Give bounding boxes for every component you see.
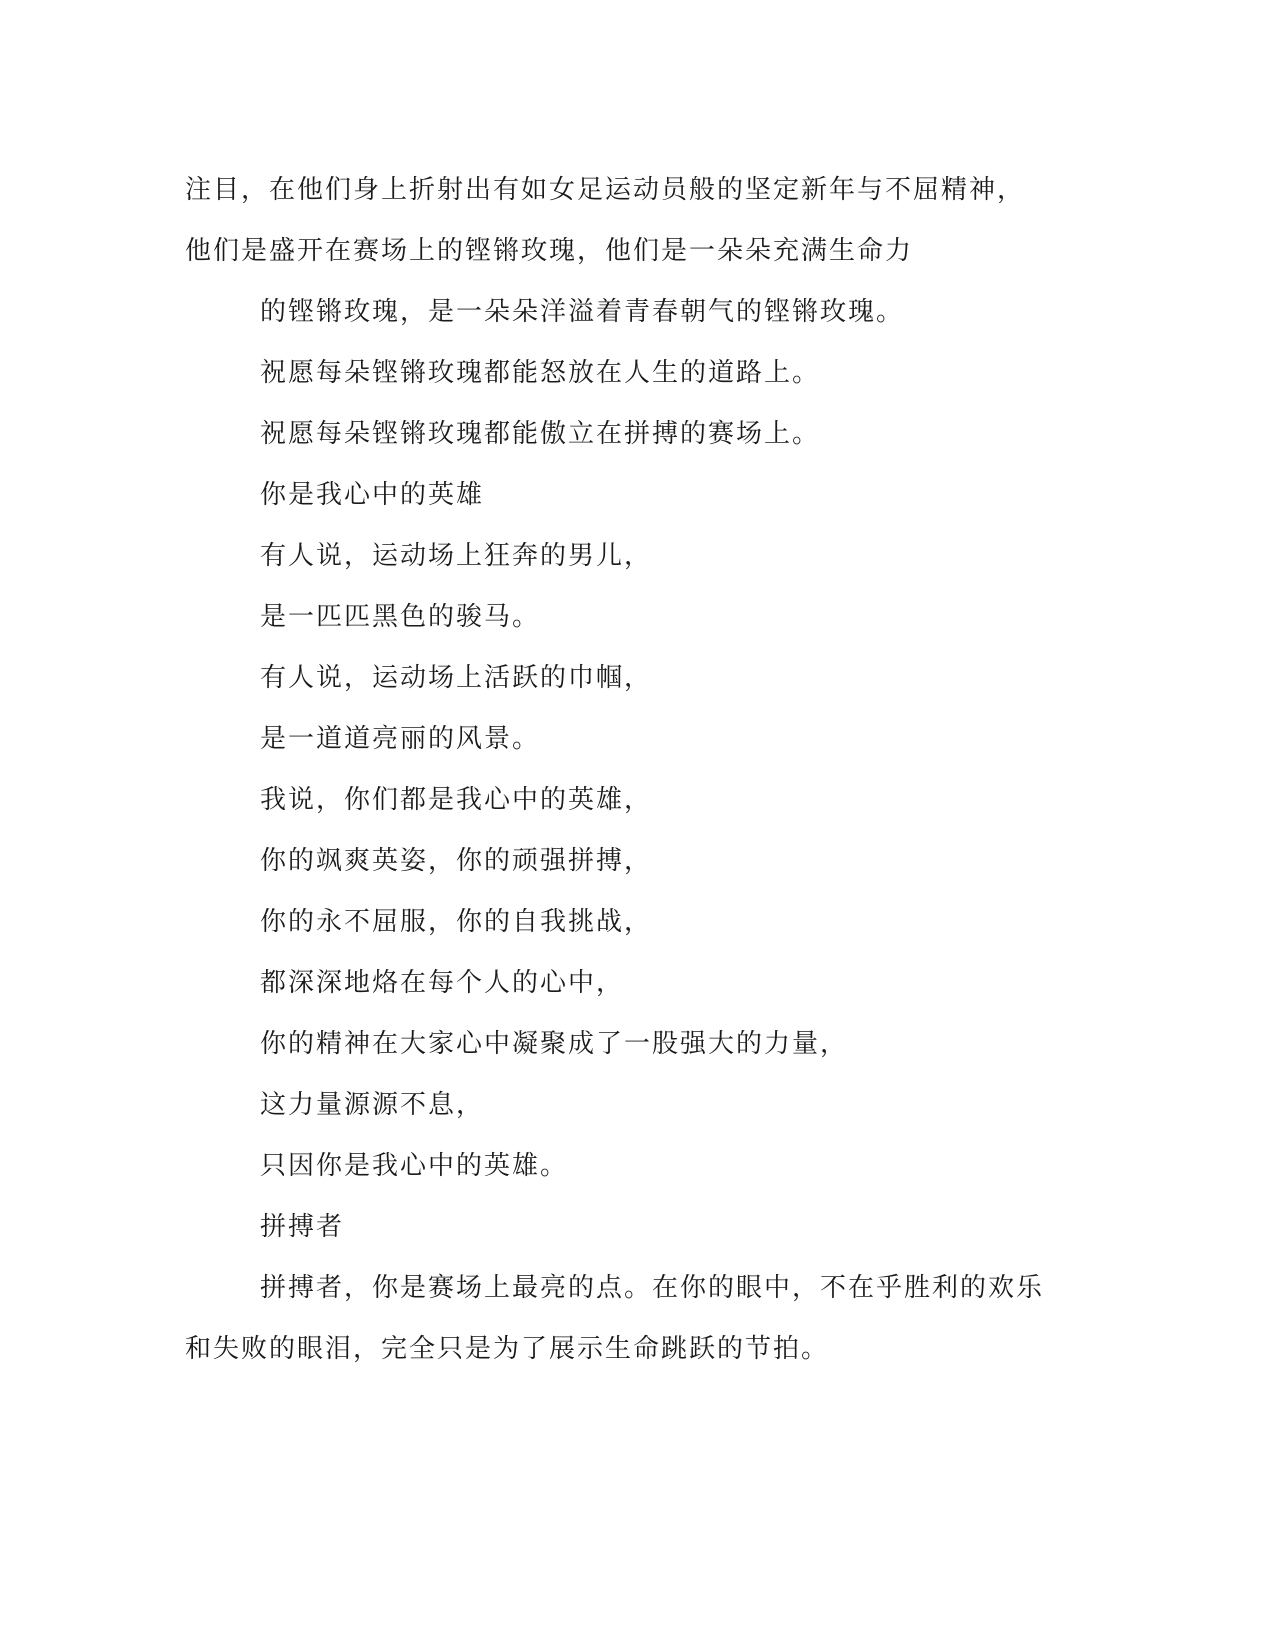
poem-line: 你的精神在大家心中凝聚成了一股强大的力量， <box>260 1029 849 1059</box>
poem-line: 我说，你们都是我心中的英雄， <box>260 785 653 815</box>
section-heading: 你是我心中的英雄 <box>260 480 485 510</box>
poem-line: 都深深地烙在每个人的心中， <box>260 968 625 998</box>
text-line: 祝愿每朵铿锵玫瑰都能傲立在拼搏的赛场上。 <box>260 419 821 449</box>
text-line: 他们是盛开在赛场上的铿锵玫瑰，他们是一朵朵充满生命力 <box>185 236 914 266</box>
poem-line: 有人说，运动场上狂奔的男儿， <box>260 541 653 571</box>
poem-line: 你的飒爽英姿，你的顽强拼搏， <box>260 846 653 876</box>
poem-line: 是一道道亮丽的风景。 <box>260 724 541 754</box>
poem-line: 你的永不屈服，你的自我挑战， <box>260 907 653 937</box>
text-line: 的铿锵玫瑰，是一朵朵洋溢着青春朝气的铿锵玫瑰。 <box>260 297 905 327</box>
text-line: 拼搏者，你是赛场上最亮的点。在你的眼中，不在乎胜利的欢乐 <box>260 1273 1045 1303</box>
text-line: 祝愿每朵铿锵玫瑰都能怒放在人生的道路上。 <box>260 358 821 388</box>
text-line: 注目，在他们身上折射出有如女足运动员般的坚定新年与不屈精神， <box>185 175 1026 205</box>
poem-line: 是一匹匹黑色的骏马。 <box>260 602 541 632</box>
poem-line: 这力量源源不息， <box>260 1090 485 1120</box>
section-heading: 拼搏者 <box>260 1212 345 1242</box>
document-body <box>185 160 1085 1380</box>
poem-line: 有人说，运动场上活跃的巾帼， <box>260 663 653 693</box>
text-line: 和失败的眼泪，完全只是为了展示生命跳跃的节拍。 <box>185 1334 830 1364</box>
poem-line: 只因你是我心中的英雄。 <box>260 1151 569 1181</box>
